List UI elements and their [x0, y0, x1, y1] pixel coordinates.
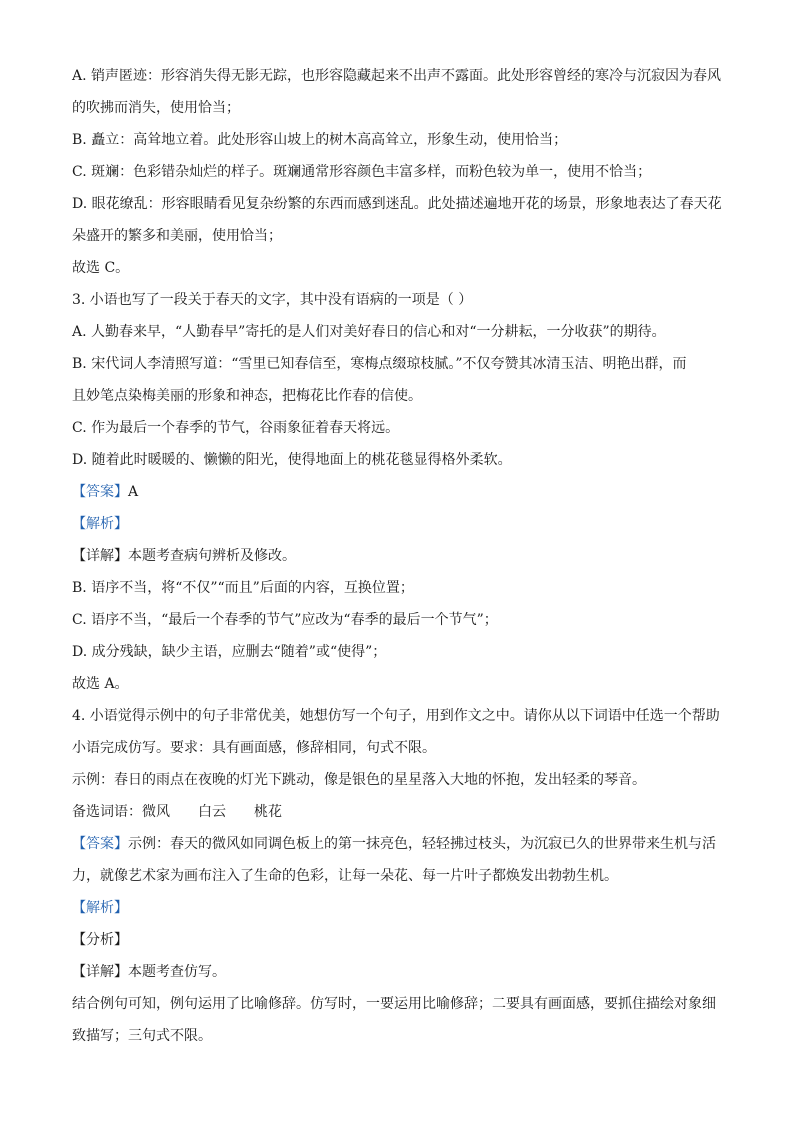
analysis-tag: 【解析】: [72, 516, 128, 532]
word-choices: [72, 802, 722, 822]
text-line: 结合例句可知，例句运用了比喻修辞。仿写时，一要运用比喻修辞；二要具有画面感，要抓住描绘对象细: [72, 996, 716, 1012]
text-line: C. 斑斓：色彩错杂灿烂的样子。斑斓通常形容颜色丰富多样，而粉色较为单一，使用不恰当；: [72, 164, 652, 180]
answer-tag: 【答案】: [72, 484, 128, 500]
word-choice: 白云: [198, 804, 226, 820]
answer-text: 示例：春天的微风如同调色板上的第一抹亮色，轻轻拂过枝头，为沉寂已久的世界带来生机与活: [128, 836, 716, 852]
answer-tag: 【答案】: [72, 836, 128, 852]
text-line: 小语完成仿写。要求：具有画面感，修辞相同，句式不限。: [72, 740, 436, 756]
analysis-line: [72, 898, 722, 918]
answer-text: A: [128, 484, 139, 500]
question-title: 3. 小语也写了一段关于春天的文字，其中没有语病的一项是（ ）: [72, 292, 473, 308]
question-title: 4. 小语觉得示例中的句子非常优美，她想仿写一个句子，用到作文之中。请你从以下词语中任选一个帮助: [72, 708, 720, 724]
option-d: D. 随着此时暖暖的、懒懒的阳光，使得地面上的桃花毯显得格外柔软。: [72, 452, 512, 468]
text-line: 且妙笔点染梅美丽的形象和神态，把梅花比作春的信使。: [72, 388, 422, 404]
text-line: 致描写；三句式不限。: [72, 1028, 212, 1044]
text-line: B. 矗立：高耸地立着。此处形容山坡上的树木高高耸立，形象生动，使用恰当；: [72, 132, 568, 148]
answer-line: [72, 482, 722, 502]
text-line: 【分析】: [72, 932, 128, 948]
analysis-tag: 【解析】: [72, 900, 128, 916]
text-line: D. 眼花缭乱：形容眼睛看见复杂纷繁的东西而感到迷乱。此处描述遍地开花的场景，形象地表达了春天花: [72, 196, 722, 212]
text-line: 【详解】本题考查病句辨析及修改。: [72, 548, 296, 564]
text-line: 力，就像艺术家为画布注入了生命的色彩，让每一朵花、每一片叶子都焕发出勃勃生机。: [72, 868, 618, 884]
text-line: 故选 C。: [72, 260, 130, 276]
option-c: C. 作为最后一个春季的节气，谷雨象征着春天将远。: [72, 420, 400, 436]
analysis-line: [72, 514, 722, 534]
text-line: 的吹拂而消失，使用恰当；: [72, 100, 240, 116]
text-line: B. 语序不当，将“不仅”“而且”后面的内容，互换位置；: [72, 580, 414, 596]
text-line: 故选 A。: [72, 676, 129, 692]
option-b: B. 宋代词人李清照写道：“雪里已知春信至，寒梅点缀琼枝腻。”不仅夸赞其冰清玉洁、明艳出群，而: [72, 356, 687, 372]
text-line: D. 成分残缺，缺少主语，应删去“随着”或“使得”；: [72, 644, 387, 660]
text-line: A. 销声匿迹：形容消失得无影无踪，也形容隐藏起来不出声不露面。此处形容曾经的寒冷与沉寂因为春风: [72, 68, 722, 84]
text-line: 朵盛开的繁多和美丽，使用恰当；: [72, 228, 282, 244]
example-line: 示例：春日的雨点在夜晚的灯光下跳动，像是银色的星星落入大地的怀抱，发出轻柔的琴音。: [72, 772, 646, 788]
option-a: A. 人勤春来早，“人勤春早”寄托的是人们对美好春日的信心和对“一分耕耘，一分收获”的期待。: [72, 324, 666, 340]
word-choice: 微风: [142, 804, 170, 820]
text-line: 【详解】本题考查仿写。: [72, 964, 226, 980]
text-line: C. 语序不当，“最后一个春季的节气”应改为“春季的最后一个节气”；: [72, 612, 498, 628]
word-choice: 桃花: [254, 804, 282, 820]
answer-line: [72, 834, 722, 854]
word-choices-prefix: 备选词语：: [72, 804, 142, 820]
